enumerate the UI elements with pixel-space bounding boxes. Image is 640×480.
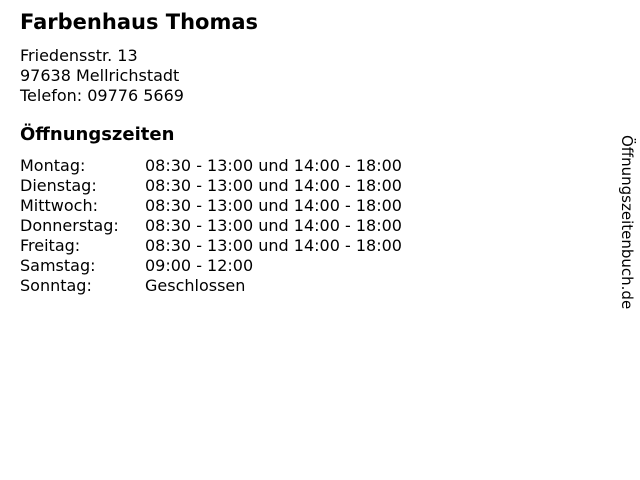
time-value: 08:30 - 13:00 und 14:00 - 18:00 [145,216,402,235]
address-block [20,46,640,106]
address-city: 97638 Mellrichstadt [20,66,180,85]
day-label: Samstag: [20,256,96,275]
time-value: 08:30 - 13:00 und 14:00 - 18:00 [145,196,402,215]
time-value: 09:00 - 12:00 [145,256,254,275]
day-label: Freitag: [20,236,81,255]
day-label: Dienstag: [20,176,97,195]
table-row [20,256,640,276]
opening-hours-heading: Öffnungszeiten [20,124,175,145]
time-value: 08:30 - 13:00 und 14:00 - 18:00 [145,156,402,175]
time-value: 08:30 - 13:00 und 14:00 - 18:00 [145,176,402,195]
day-label: Mittwoch: [20,196,98,215]
site-watermark-link[interactable]: Öffnungszeitenbuch.de [618,135,636,310]
time-value: 08:30 - 13:00 und 14:00 - 18:00 [145,236,402,255]
table-row [20,216,640,236]
phone-line: Telefon: 09776 5669 [20,86,184,105]
time-value: Geschlossen [145,276,246,295]
address-street: Friedensstr. 13 [20,46,138,65]
opening-hours-table [20,156,640,296]
business-name-title: Farbenhaus Thomas [20,10,259,34]
day-label: Donnerstag: [20,216,119,235]
day-label: Montag: [20,156,86,175]
table-row [20,276,640,296]
table-row [20,196,640,216]
table-row [20,176,640,196]
table-row [20,156,640,176]
day-label: Sonntag: [20,276,92,295]
table-row [20,236,640,256]
